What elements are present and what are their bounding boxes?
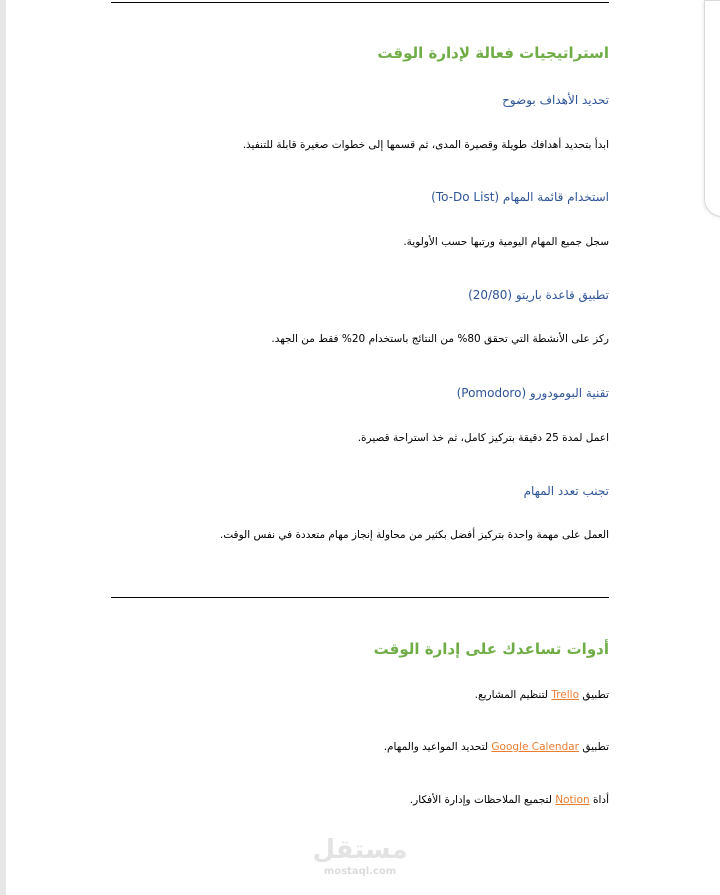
- tool-prefix: تطبيق: [582, 689, 609, 701]
- strategy-heading: استخدام قائمة المهام (To-Do List): [431, 190, 609, 204]
- tool-prefix: تطبيق: [582, 741, 609, 753]
- tool-prefix: أداة: [592, 794, 609, 806]
- tool-link-google-calendar[interactable]: Google Calendar: [491, 741, 580, 753]
- tool-link-notion[interactable]: Notion: [555, 794, 590, 806]
- section-title-strategies: استراتيجيات فعالة لإدارة الوقت: [377, 44, 609, 62]
- watermark-domain: mostaql.com: [323, 866, 397, 877]
- section-title-tools: أدوات تساعدك على إدارة الوقت: [373, 640, 609, 658]
- tool-suffix: لتنظيم المشاريع.: [474, 689, 548, 701]
- strategy-heading: تحديد الأهداف بوضوح: [502, 93, 609, 107]
- tool-line: [111, 689, 609, 701]
- strategy-text: سجل جميع المهام اليومية ورتبها حسب الأولوية.: [403, 236, 609, 248]
- mostaql-watermark: [300, 836, 420, 878]
- section-divider: [111, 597, 609, 598]
- tool-link-trello[interactable]: Trello: [551, 689, 580, 701]
- side-panel-tab[interactable]: [704, 0, 720, 217]
- strategy-text: ابدأ بتحديد أهدافك طويلة وقصيرة المدى، ثم قسمها إلى خطوات صغيرة قابلة للتنفيذ.: [242, 139, 609, 151]
- document-page: [111, 0, 609, 895]
- strategy-text: ركز على الأنشطة التي تحقق 80% من النتائج باستخدام 20% فقط من الجهد.: [271, 333, 609, 345]
- watermark-logo: مستقل: [312, 835, 408, 865]
- strategy-heading: تقنية البومودورو (Pomodoro): [456, 386, 609, 400]
- top-divider: [111, 2, 609, 3]
- tool-line: [111, 794, 609, 806]
- tool-suffix: لتجميع الملاحظات وإدارة الأفكار.: [409, 794, 552, 806]
- strategy-text: اعمل لمدة 25 دقيقة بتركيز كامل، ثم خذ استراحة قصيرة.: [357, 432, 609, 444]
- left-page-edge: [0, 0, 6, 895]
- strategy-heading: تطبيق قاعدة باريتو (20/80): [468, 288, 609, 302]
- strategy-heading: تجنب تعدد المهام: [523, 484, 609, 498]
- strategy-text: العمل على مهمة واحدة بتركيز أفضل بكثير من محاولة إنجاز مهام متعددة في نفس الوقت.: [219, 529, 609, 541]
- tool-suffix: لتحديد المواعيد والمهام.: [383, 741, 489, 753]
- tool-line: [111, 741, 609, 753]
